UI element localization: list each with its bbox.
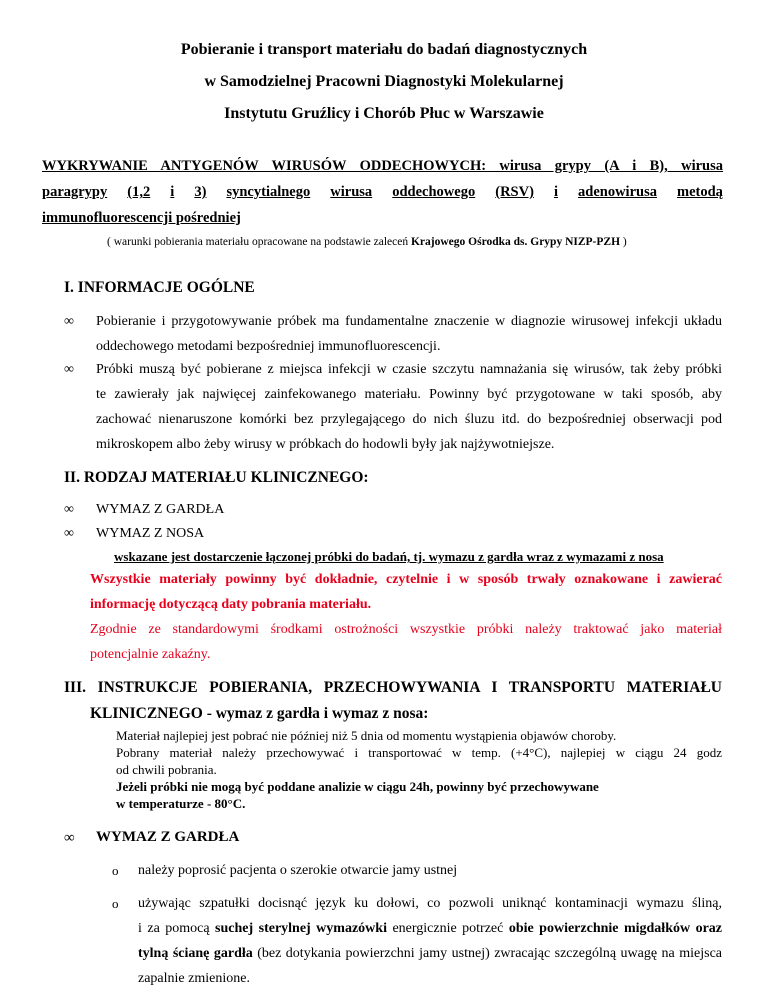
- s1-bullet-2-line-3: zachować nienaruszone komórki bez przylegającego do nich śluzu itd. do bezpośredniej obserwacji pod: [96, 412, 722, 427]
- s3-para-2-line-2: od chwili pobrania.: [116, 762, 217, 777]
- s1-bullet-2-line-4: mikroskopem albo żeby wirusy w próbkach do hodowli były jak najżywotniejsze.: [96, 437, 555, 452]
- intro-title-word: (RSV): [495, 184, 534, 200]
- combined-sample-note: wskazane jest dostarczenie łączonej próbki do badań, tj. wymazu z gardła wraz z wymazami z nosa: [114, 549, 664, 564]
- s1-bullet-2-line-2: te zawierały jak najwięcej zainfekowanego materiału. Powinny być przygotowane w taki sposób, aby: [96, 387, 722, 402]
- infinity-bullet-icon: ∞: [64, 526, 74, 541]
- circle-bullet-icon: o: [112, 896, 119, 911]
- intro-title-word: syncytialnego: [226, 184, 311, 200]
- infectious-warning-line-1: Zgodnie ze standardowymi środkami ostrożności wszystkie próbki należy traktować jako materiał: [90, 622, 722, 637]
- step2-back-wall: tylną ścianę gardła: [138, 946, 253, 961]
- intro-title-word: paragrypy: [42, 184, 108, 200]
- throat-step-1: należy poprosić pacjenta o szerokie otwarcie jamy ustnej: [138, 863, 458, 878]
- intro-note-post: ): [620, 236, 627, 248]
- intro-title-word: metodą: [677, 184, 723, 200]
- intro-title-word: i: [170, 184, 175, 200]
- section-3-heading-line-1: III. INSTRUKCJE POBIERANIA, PRZECHOWYWANIA I TRANSPORTU MATERIAŁU: [64, 679, 722, 696]
- intro-title-word: oddechowego: [392, 184, 476, 200]
- intro-note-pre: ( warunki pobierania materiału opracowane na podstawie zaleceń: [107, 236, 411, 248]
- step2-text-a: i za pomocą: [138, 921, 216, 936]
- s3-para-2-line-1: Pobrany materiał należy przechowywać i transportować w temp. (+4°C), najlepiej w ciągu 24 godz: [116, 745, 722, 760]
- section-3-heading-line-2: KLINICZNEGO - wymaz z gardła i wymaz z nosa:: [90, 705, 429, 722]
- throat-swab-heading: WYMAZ Z GARDŁA: [96, 829, 240, 845]
- infinity-bullet-icon: ∞: [64, 314, 74, 329]
- intro-title-line-1: WYKRYWANIE ANTYGENÓW WIRUSÓW ODDECHOWYCH: wirusa grypy (A i B), wirusa: [42, 158, 723, 174]
- intro-note: [107, 236, 627, 248]
- s1-bullet-2-line-1: Próbki muszą być pobierane z miejsca infekcji w czasie szczytu namnażania się wirusów, tak żeby próbki: [96, 362, 722, 377]
- intro-title-line-2: [42, 184, 723, 201]
- material-item-nose: WYMAZ Z NOSA: [96, 526, 205, 541]
- intro-title-word: (1,2: [127, 184, 151, 200]
- intro-title-word: i: [553, 184, 558, 200]
- labeling-warning-line-1: Wszystkie materiały powinny być dokładnie, czytelnie i w sposób trwały oznakowane i zawierać: [90, 572, 722, 587]
- s1-bullet-1-line-1: Pobieranie i przygotowywanie próbek ma fundamentalne znaczenie w diagnozie wirusowej infekcji układu: [96, 314, 722, 329]
- s3-para-3-line-1: Jeżeli próbki nie mogą być poddane analizie w ciągu 24h, powinny być przechowywane: [116, 779, 599, 794]
- circle-bullet-icon: o: [112, 863, 119, 878]
- s3-para-1: Materiał najlepiej jest pobrać nie później niż 5 dnia od momentu wystąpienia objawów choroby.: [116, 728, 617, 743]
- header-line-3: Instytutu Gruźlicy i Chorób Płuc w Warszawie: [224, 105, 544, 122]
- intro-title-line-3: immunofluorescencji pośredniej: [42, 210, 241, 226]
- intro-title-word: adenowirusa: [578, 184, 657, 200]
- infinity-bullet-icon: ∞: [64, 502, 74, 517]
- intro-title-word: 3): [194, 184, 207, 200]
- section-1-heading: I. INFORMACJE OGÓLNE: [64, 279, 255, 296]
- intro-note-bold: Krajowego Ośrodka ds. Grypy NIZP-PZH: [410, 236, 621, 248]
- infinity-bullet-icon: ∞: [64, 362, 74, 377]
- s3-para-3-line-2: w temperaturze - 80°C.: [116, 796, 246, 811]
- step2-tonsils: obie powierzchnie migdałków oraz: [508, 921, 722, 936]
- throat-step-2-line-2: [138, 921, 722, 937]
- step2-text-c: energicznie potrzeć: [386, 921, 509, 936]
- infinity-bullet-icon: ∞: [64, 830, 75, 846]
- throat-step-2-line-4: zapalnie zmienione.: [138, 971, 250, 986]
- material-item-throat: WYMAZ Z GARDŁA: [96, 502, 225, 517]
- step2-dry-swab: suchej sterylnej wymazówki: [215, 921, 387, 936]
- header-line-2: w Samodzielnej Pracowni Diagnostyki Molekularnej: [204, 73, 564, 90]
- throat-step-2-line-3: [138, 946, 722, 962]
- s1-bullet-1-line-2: oddechowego metodami bezpośredniej immunofluorescencji.: [96, 339, 441, 354]
- labeling-warning-line-2: informację dotyczącą daty pobrania materiału.: [90, 597, 372, 612]
- infectious-warning-line-2: potencjalnie zakaźny.: [90, 647, 211, 662]
- section-2-heading: II. RODZAJ MATERIAŁU KLINICZNEGO:: [64, 469, 369, 486]
- step2-text-rest: (bez dotykania powierzchni jamy ustnej) zwracając szczególną uwagę na miejsca: [252, 946, 723, 961]
- throat-step-2-line-1: używając szpatułki docisnąć język ku dołowi, co pozwoli uniknąć kontaminacji wymazu śliną,: [138, 896, 722, 911]
- header-line-1: Pobieranie i transport materiału do badań diagnostycznych: [180, 41, 588, 58]
- intro-title-word: wirusa: [330, 184, 373, 200]
